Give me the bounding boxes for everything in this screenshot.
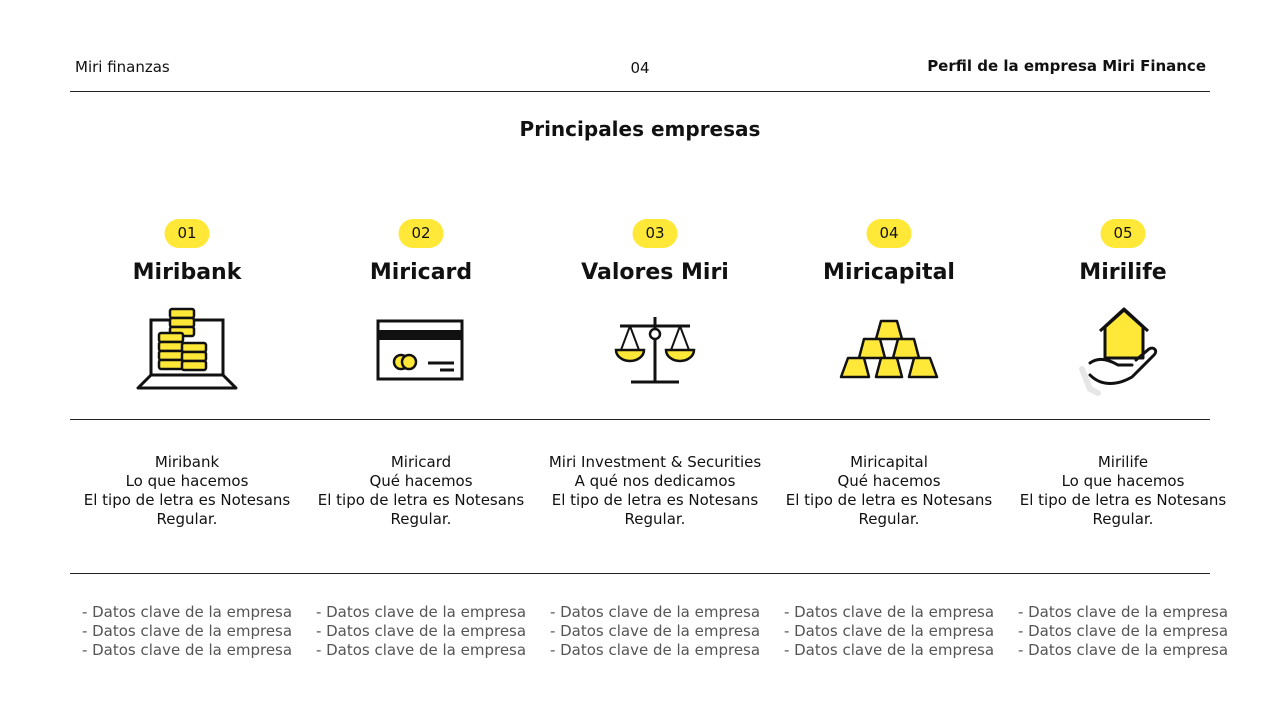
company-card-miricapital xyxy=(772,0,1006,720)
company-name: Miricapital xyxy=(823,260,955,285)
description-line: El tipo de letra es Notesans xyxy=(83,491,291,509)
description-line: Regular. xyxy=(156,510,218,528)
description-line: Regular. xyxy=(1092,510,1154,528)
company-card-miricard xyxy=(304,0,538,720)
credit-card-icon xyxy=(366,303,476,399)
description-line: A qué nos dedicamos xyxy=(574,472,736,490)
company-description xyxy=(528,453,782,529)
key-fact-line: - Datos clave de la empresa xyxy=(783,603,995,621)
description-line: Miricard xyxy=(390,453,452,471)
description-line: Miricapital xyxy=(850,453,928,471)
key-fact-line: - Datos clave de la empresa xyxy=(549,622,761,640)
company-key-facts xyxy=(294,603,548,660)
page-title: Principales empresas xyxy=(519,117,761,141)
description-line: Lo que hacemos xyxy=(1061,472,1185,490)
description-line: El tipo de letra es Notesans xyxy=(317,491,525,509)
key-fact-line: - Datos clave de la empresa xyxy=(315,641,527,659)
company-number-badge: 03 xyxy=(633,219,678,248)
company-card-miribank xyxy=(70,0,304,720)
companies-row xyxy=(70,0,1229,720)
key-fact-line: - Datos clave de la empresa xyxy=(315,603,527,621)
company-description xyxy=(60,453,314,529)
company-number-badge: 01 xyxy=(165,219,210,248)
description-line: Regular. xyxy=(624,510,686,528)
page-number: 04 xyxy=(630,59,650,77)
company-name: Valores Miri xyxy=(581,260,729,285)
company-name: Miribank xyxy=(132,260,242,285)
key-fact-line: - Datos clave de la empresa xyxy=(81,622,293,640)
company-key-facts xyxy=(996,603,1250,660)
house-hand-icon xyxy=(1068,303,1178,399)
key-fact-line: - Datos clave de la empresa xyxy=(315,622,527,640)
gold-bars-icon xyxy=(834,303,944,399)
company-description xyxy=(294,453,548,529)
brand-name: Miri finanzas xyxy=(75,58,170,76)
laptop-coins-icon xyxy=(132,303,242,399)
company-name: Miricard xyxy=(369,260,473,285)
key-fact-line: - Datos clave de la empresa xyxy=(81,641,293,659)
description-line: Qué hacemos xyxy=(837,472,941,490)
key-fact-line: - Datos clave de la empresa xyxy=(1017,603,1229,621)
key-fact-line: - Datos clave de la empresa xyxy=(549,603,761,621)
description-line: El tipo de letra es Notesans xyxy=(785,491,993,509)
company-key-facts xyxy=(60,603,314,660)
description-line: Miri Investment & Securities xyxy=(548,453,762,471)
description-line: Qué hacemos xyxy=(369,472,473,490)
key-fact-line: - Datos clave de la empresa xyxy=(783,622,995,640)
scale-icon xyxy=(600,303,710,399)
company-card-mirilife xyxy=(1006,0,1240,720)
company-number-badge: 02 xyxy=(399,219,444,248)
description-line: El tipo de letra es Notesans xyxy=(551,491,759,509)
description-line: Mirilife xyxy=(1097,453,1149,471)
description-line: Regular. xyxy=(858,510,920,528)
company-key-facts xyxy=(528,603,782,660)
key-fact-line: - Datos clave de la empresa xyxy=(81,603,293,621)
company-key-facts xyxy=(762,603,1016,660)
description-line: Lo que hacemos xyxy=(125,472,249,490)
company-name: Mirilife xyxy=(1079,260,1167,285)
key-fact-line: - Datos clave de la empresa xyxy=(1017,622,1229,640)
key-fact-line: - Datos clave de la empresa xyxy=(783,641,995,659)
company-description xyxy=(762,453,1016,529)
document-title: Perfil de la empresa Miri Finance xyxy=(927,57,1206,75)
description-line: Regular. xyxy=(390,510,452,528)
company-card-valores-miri xyxy=(538,0,772,720)
description-line: El tipo de letra es Notesans xyxy=(1019,491,1227,509)
company-number-badge: 05 xyxy=(1101,219,1146,248)
company-description xyxy=(996,453,1250,529)
key-fact-line: - Datos clave de la empresa xyxy=(549,641,761,659)
description-line: Miribank xyxy=(154,453,220,471)
key-fact-line: - Datos clave de la empresa xyxy=(1017,641,1229,659)
company-number-badge: 04 xyxy=(867,219,912,248)
